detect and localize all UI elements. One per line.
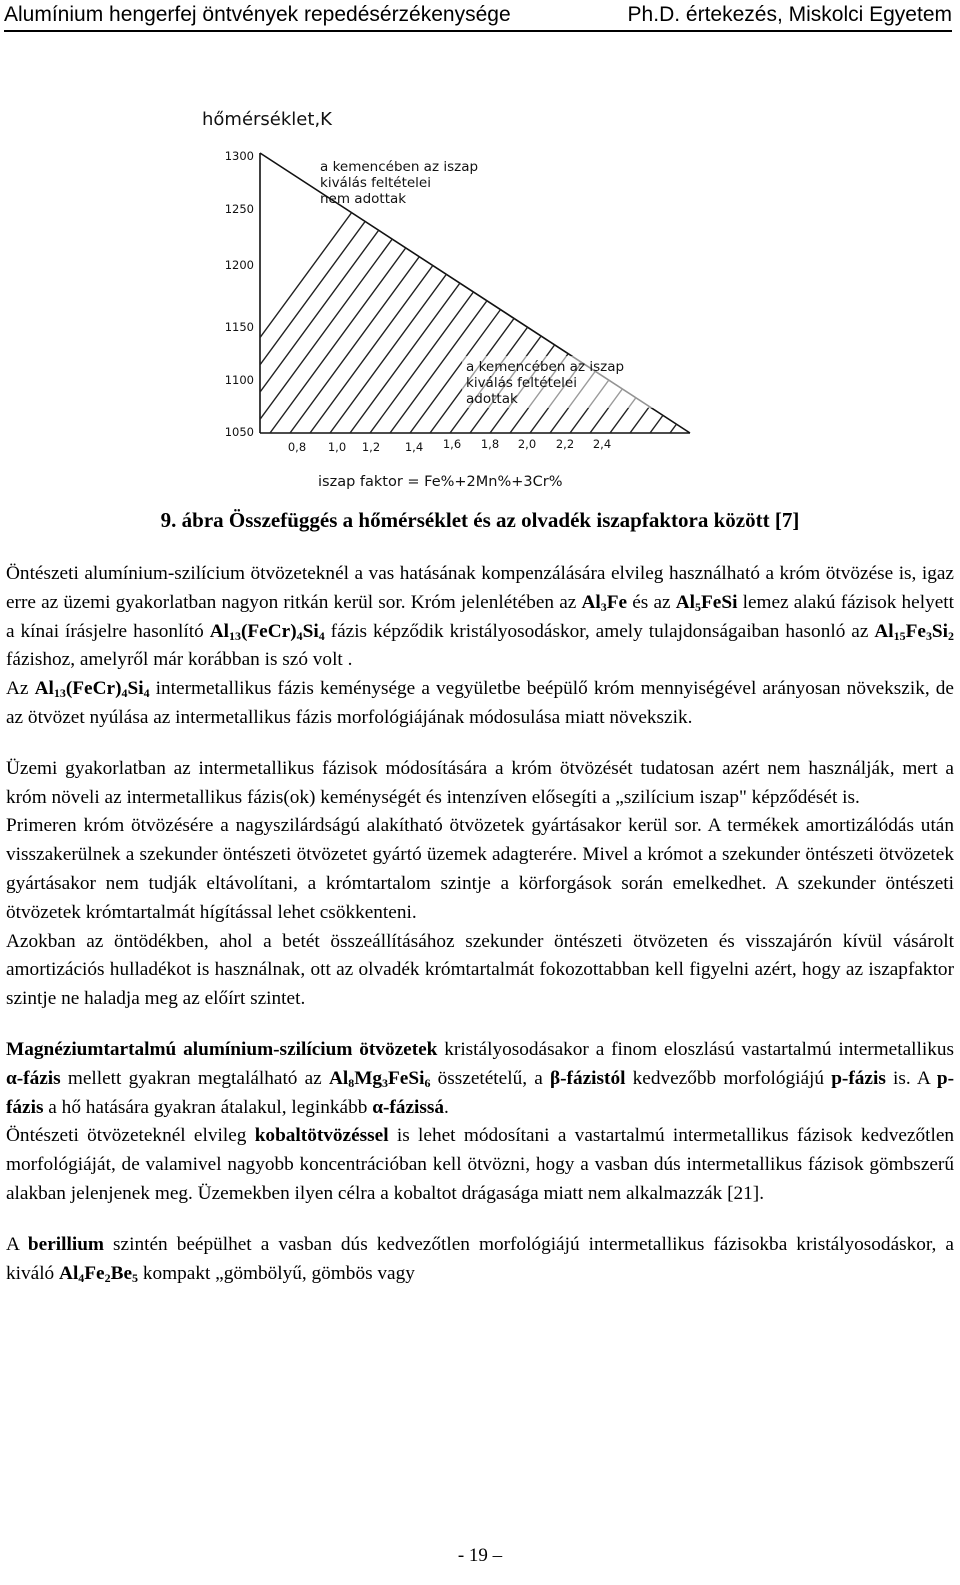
x-tick: 1,0 <box>327 440 347 454</box>
x-tick: 0,8 <box>287 440 307 454</box>
upper-note-line: kiválás feltételei <box>320 175 431 191</box>
y-tick: 1050 <box>224 425 254 439</box>
x-tick-labels <box>288 437 611 454</box>
hatch-line <box>670 133 710 433</box>
upper-note-line: nem adottak <box>320 191 407 207</box>
body-text <box>6 560 954 1288</box>
y-tick-labels <box>225 149 254 439</box>
y-tick: 1250 <box>224 202 254 216</box>
header-title: Alumínium hengerfej öntvények repedésérzékenysége <box>4 3 511 26</box>
figure-caption: 9. ábra Összefüggés a hőmérséklet és az olvadék iszapfaktora között [7] <box>160 508 800 532</box>
y-tick: 1100 <box>224 373 254 387</box>
formula: $Al_{15}Fe_3Si_2$ <box>874 620 954 643</box>
x-tick: 1,4 <box>404 440 424 454</box>
x-axis-label: iszap faktor = Fe%+2Mn%+3Cr% <box>318 474 563 490</box>
upper-region-note <box>320 159 478 207</box>
figure-9 <box>190 98 710 498</box>
y-tick: 1300 <box>224 149 254 163</box>
paragraph-7: Öntészeti ötvözeteknél elvileg kobaltötvözéssel is lehet módosítani a vastartalmú intermetallikus fázisok kedvezőtlen morfológiáját, de valamivel nagyobb koncentrációban kell ötvözni, hogy a vasban dús intermetallikus fázisok gömbszerű alakban jelenjenek meg. Üzemekben ilyen célra a kobaltot drágasága miatt nem alkalmazzák [21]. <box>6 1125 955 1204</box>
paragraph-2: Az $Al_{13}(FeCr)_4Si_4$ intermetallikus fázis keménysége a vegyületbe beépülő króm mennyiségével arányosan növekszik, de az ötvözet nyúlása az intermetallikus fázis morfológiájának módosulása miatt növekszik. <box>6 678 954 728</box>
formula: $Al_{13}(FeCr)_4Si_4$ <box>34 678 150 701</box>
paragraph-5: Azokban az öntödékben, ahol a betét összeállításához szekunder öntészeti ötvözeten és visszajárón kívül vásárolt amortizációs hulladékot is használnak, ott az olvadék krómtartalmát fokozottabban kell figyelni azért, hogy az iszapfaktor szintje ne haladja meg az előírt szintet. <box>6 930 954 1010</box>
lower-note-line: adottak <box>466 391 518 407</box>
upper-note-line: a kemencében az iszap <box>320 159 479 175</box>
y-axis-label: hőmérséklet,K <box>202 109 332 130</box>
x-tick: 1,6 <box>442 437 462 451</box>
paragraph-1: Öntészeti alumínium-szilícium ötvözeteknél a vas hatásának kompenzálására elvileg használható a króm ötvözése is, igaz erre az üzemi gyakorlatban nagyon ritkán kerül sor. Króm jelenlétében az $Al_3Fe$ és az $Al_5FeSi$ lemez alakú fázisok helyett a kínai írásjelre hasonlító $Al_{13}(FeCr)_4Si_4$ fázis képződik kristályosodáskor, amely tulajdonságaiban hasonló az $Al_{15}Fe_3Si_2$ fázishoz, amelyről már korábban is szó volt . <box>6 563 954 671</box>
y-tick: 1150 <box>224 320 254 334</box>
lower-note-line: kiválás feltételei <box>466 375 577 391</box>
lower-region-note <box>462 356 672 408</box>
x-tick: 2,2 <box>555 437 575 451</box>
paragraph-6: Magnéziumtartalmú alumínium-szilícium ötvözetek kristályosodásakor a finom eloszlású vastartalmú intermetallikus α-fázis mellett gyakran megtalálható az $Al_8Mg_3FeSi_6$ összetételű, a β-fázistól kedvezőbb morfológiájú p-fázis is. A p-fázis a hő hatására gyakran átalakul, leginkább α-fázissá. <box>6 1038 955 1118</box>
formula: $Al_{13}(FeCr)_4Si_4$ <box>209 620 325 643</box>
x-tick: 1,8 <box>480 437 500 451</box>
formula: $Al_4Fe_2Be_5$ <box>59 1262 139 1285</box>
x-tick: 2,4 <box>592 437 612 451</box>
y-tick: 1200 <box>224 258 254 272</box>
paragraph-4: Primeren króm ötvözésére a nagyszilárdságú alakítható ötvözetek gyártásakor kerül sor. A termékek amortizálódás után visszakerülnek a szekunder öntészeti ötvözetet gyártó üzemek adagterére. Mivel a krómot a szekunder öntészeti ötvözetek gyártásakor nem tudják eltávolítani, a krómtartalom szintje a körforgások során emelkedhet. A szekunder öntészeti ötvözetek krómtartalmát hígítással lehet csökkenteni. <box>6 815 954 923</box>
x-tick: 2,0 <box>517 437 537 451</box>
formula: $Al_3Fe$ <box>581 591 628 614</box>
hatch-line <box>690 133 710 433</box>
paragraph-8: A berillium szintén beépülhet a vasban dús kedvezőtlen morfológiájú intermetallikus fázisokba kristályosodáskor, a kiváló $Al_4Fe_2Be_5$ kompakt „gömbölyű, gömbös vagy <box>6 1233 954 1285</box>
lower-note-line: a kemencében az iszap <box>466 359 625 375</box>
temperature-chart <box>190 98 710 498</box>
running-header <box>0 0 960 32</box>
paragraph-3: Üzemi gyakorlatban az intermetallikus fázisok módosítására a króm ötvözését tudatosan azért nem használják, mert a króm növeli az intermetallikus fázis(ok) keménységét és intenzíven elősegíti a „szilícium iszap" képződését is. <box>6 757 954 808</box>
header-rule <box>4 30 952 32</box>
formula: $Al_8Mg_3FeSi_6$ <box>328 1067 431 1090</box>
page-number: - 19 – <box>457 1545 503 1566</box>
x-tick: 1,2 <box>361 440 381 454</box>
header-thesis: Ph.D. értekezés, Miskolci Egyetem <box>627 3 952 26</box>
formula: $Al_5FeSi$ <box>675 591 738 614</box>
